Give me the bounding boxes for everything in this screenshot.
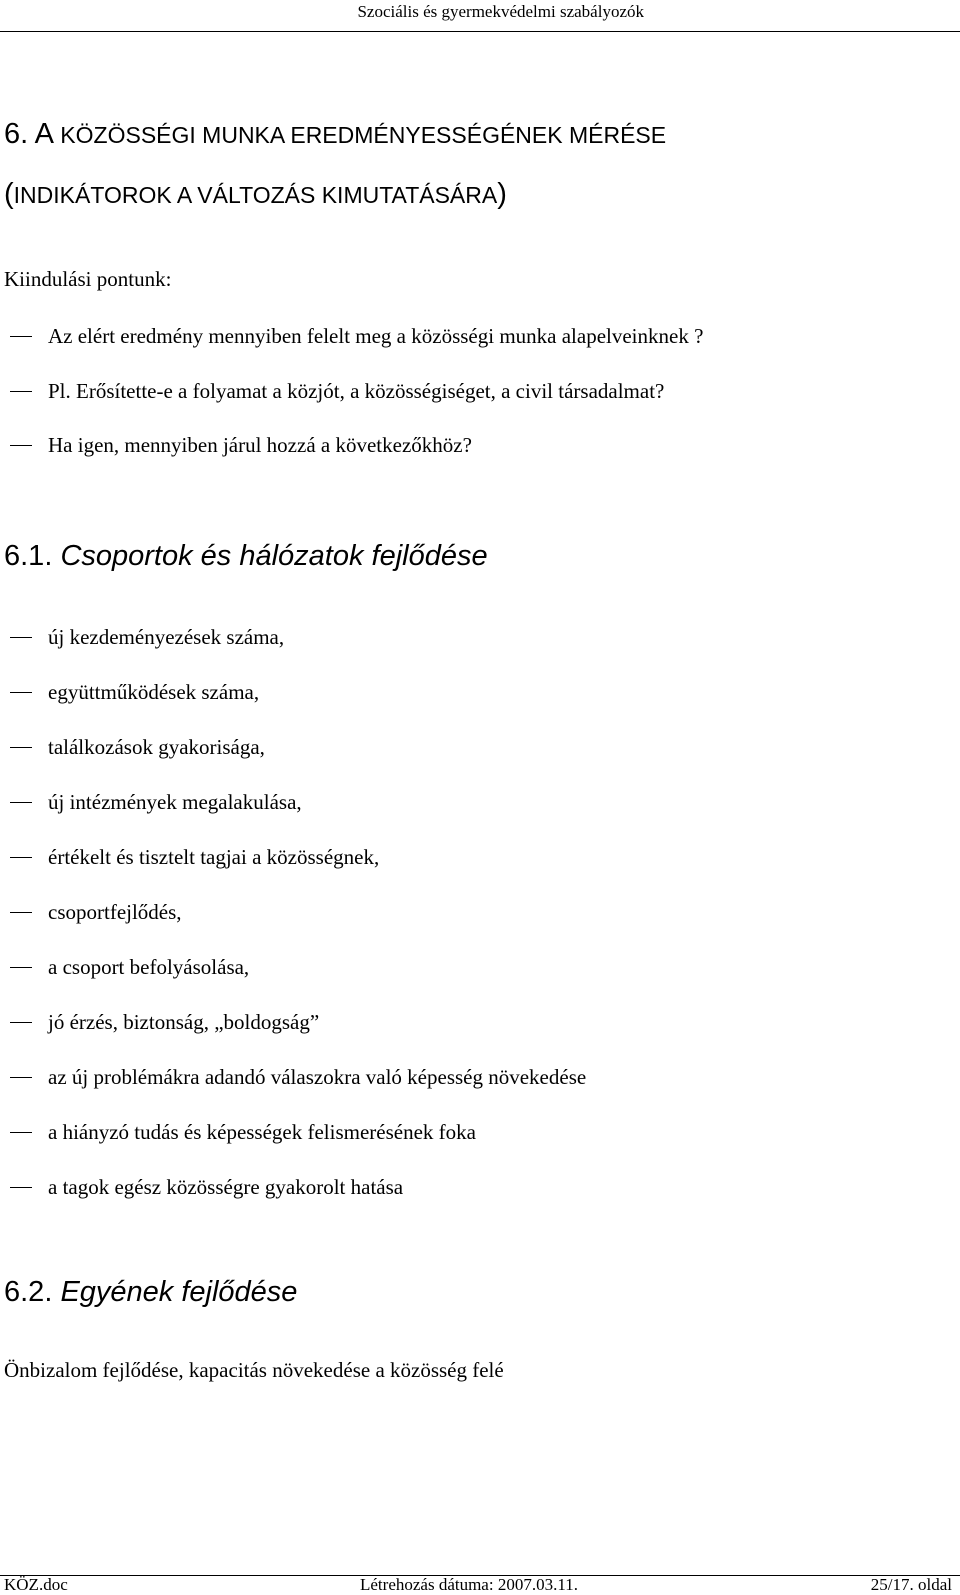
list-item-text: értékelt és tisztelt tagjai a közösségnek,: [48, 845, 380, 869]
header-rule: [0, 31, 960, 32]
section-6-title-initial: A: [34, 118, 54, 150]
open-paren: (: [4, 178, 14, 210]
list-item-text: a csoport befolyásolása,: [48, 955, 250, 979]
list-item-text: jó érzés, biztonság, „boldogság”: [48, 1010, 320, 1034]
dash-bullet-icon: [10, 912, 32, 913]
intro-text: Kiindulási pontunk:: [4, 267, 172, 291]
section-6-title-line2: INDIKÁTOROK A VÁLTOZÁS KIMUTATÁSÁRA: [13, 182, 498, 208]
section-6-heading-line1: [4, 120, 666, 149]
list-item-text: csoportfejlődés,: [48, 900, 182, 924]
list-item-text: Az elért eredmény mennyiben felelt meg a közösségi munka alapelveinknek ?: [48, 324, 704, 348]
dash-bullet-icon: [10, 747, 32, 748]
list-item-text: Pl. Erősítette-e a folyamat a közjót, a közösségiséget, a civil társadalmat?: [48, 379, 665, 403]
footer-filename: KÖZ.doc: [4, 1575, 68, 1594]
list-item-text: találkozások gyakorisága,: [48, 735, 265, 759]
section-6-1-title: Csoportok és hálózatok fejlődése: [60, 540, 488, 572]
section-6-title-line1: KÖZÖSSÉGI MUNKA EREDMÉNYESSÉGÉNEK MÉRÉSE: [53, 122, 667, 148]
section-6-1-heading: [4, 539, 488, 573]
list-item-text: új kezdeményezések száma,: [48, 625, 285, 649]
dash-bullet-icon: [10, 391, 32, 392]
dash-bullet-icon: [10, 1132, 32, 1133]
dash-bullet-icon: [10, 1187, 32, 1188]
footer-page-number: 25/17. oldal: [870, 1575, 952, 1594]
dash-bullet-icon: [10, 445, 32, 446]
dash-bullet-icon: [10, 857, 32, 858]
section-6-2-paragraph: Önbizalom fejlődése, kapacitás növekedése a közösség felé: [4, 1358, 504, 1382]
dash-bullet-icon: [10, 802, 32, 803]
section-6-heading-line2: [4, 180, 507, 209]
dash-bullet-icon: [10, 637, 32, 638]
dash-bullet-icon: [10, 1077, 32, 1078]
list-item-text: a tagok egész közösségre gyakorolt hatása: [48, 1175, 404, 1199]
section-6-2-heading: [4, 1275, 297, 1309]
close-paren: ): [497, 178, 507, 210]
dash-bullet-icon: [10, 692, 32, 693]
list-item-text: a hiányzó tudás és képességek felismerésének foka: [48, 1120, 476, 1144]
dash-bullet-icon: [10, 1022, 32, 1023]
running-header: Szociális és gyermekvédelmi szabályozók: [357, 2, 644, 21]
dash-bullet-icon: [10, 336, 32, 337]
dash-bullet-icon: [10, 967, 32, 968]
list-item-text: új intézmények megalakulása,: [48, 790, 302, 814]
section-6-2-number: 6.2.: [4, 1276, 53, 1308]
list-item-text: együttműködések száma,: [48, 680, 260, 704]
section-6-2-title: Egyének fejlődése: [60, 1276, 298, 1308]
footer-created-date: Létrehozás dátuma: 2007.03.11.: [360, 1575, 578, 1594]
list-item-text: az új problémákra adandó válaszokra való képesség növekedése: [48, 1065, 587, 1089]
list-item-text: Ha igen, mennyiben járul hozzá a következőkhöz?: [48, 433, 472, 457]
section-6-1-number: 6.1.: [4, 540, 53, 572]
section-6-number: 6.: [4, 118, 29, 150]
